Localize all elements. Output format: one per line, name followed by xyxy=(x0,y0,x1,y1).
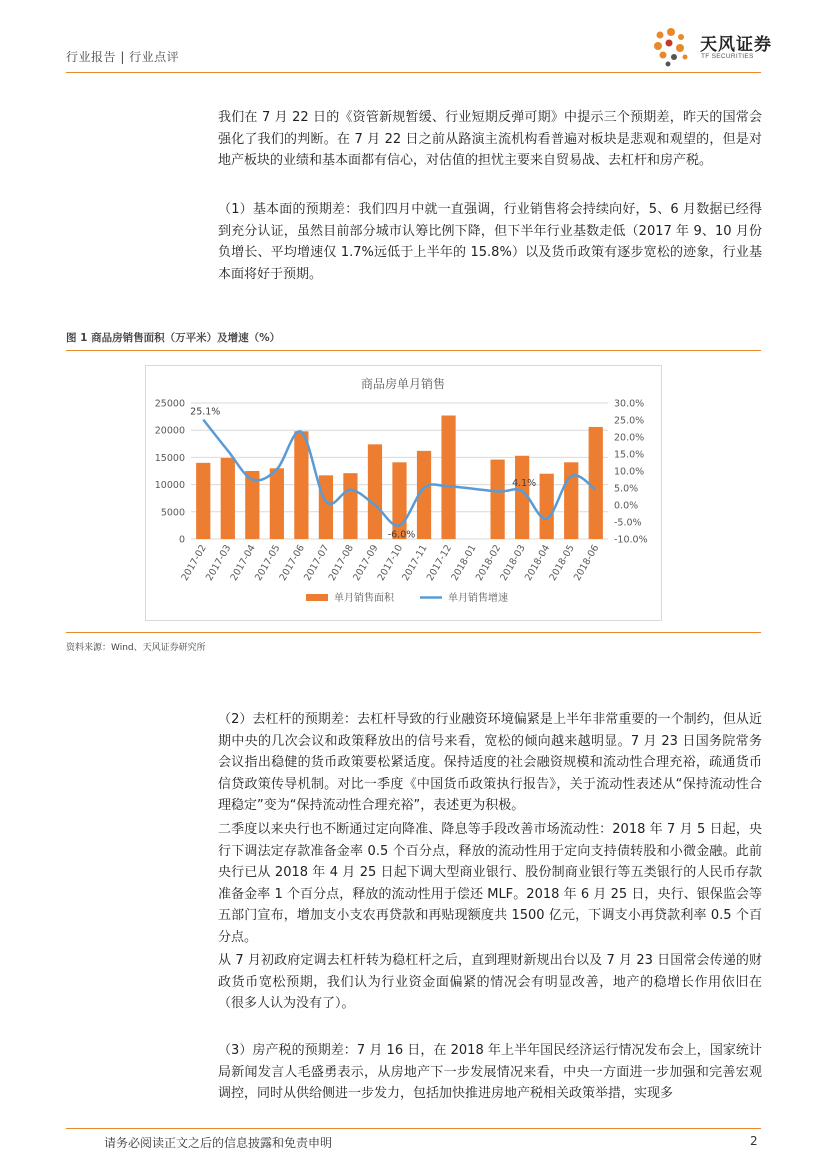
logo-name: 天风证券 xyxy=(700,35,772,55)
x-tick-label: 2017-03 xyxy=(204,543,234,583)
data-label: 4.1% xyxy=(512,478,537,490)
bar-2018-04 xyxy=(540,474,554,539)
y-right-tick-label: 0.0% xyxy=(614,500,639,512)
x-tick-label: 2017-04 xyxy=(228,543,258,583)
y-right-tick-label: 25.0% xyxy=(614,415,645,427)
data-label: -6.0% xyxy=(387,529,416,541)
x-tick-label: 2017-09 xyxy=(351,543,381,583)
paragraph-central-bank: 二季度以来央行也不断通过定向降准、降息等手段改善市场流动性：2018 年 7 月 5 日起，央行下调法定存款准备金率 0.5 个百分点，释放的流动性用于定向支持债转股和小微金融。此前央行已从 2018 年 4 月 25 日起下调大型商业银行、股份制商业银行等五类银行的人民币存款准备金率 1 个百分点，释放的流动性用于偿还 MLF。2018 年 6 月 25 日，央行、银保监会等五部门宣布，增加支小支农再贷款和再贴现额度共 1500 亿元，下调支小再贷款利率 0.5 个百分点。 xyxy=(218,822,762,945)
y-left-tick-label: 10000 xyxy=(154,480,185,492)
figure-bottom-divider xyxy=(66,632,761,633)
sales-chart xyxy=(145,365,662,621)
y-right-tick-label: 10.0% xyxy=(614,466,645,478)
x-tick-label: 2018-03 xyxy=(498,543,528,583)
bar-2017-06 xyxy=(294,431,308,539)
paragraph-deleveraging: （2）去杠杆的预期差：去杠杆导致的行业融资环境偏紧是上半年非常重要的一个制约，但从近期中央的几次会议和政策释放出的信号来看，宽松的倾向越来越明显。7 月 23 日国务院常务会议指出稳健的货币政策要松紧适度。保持适度的社会融资规模和流动性合理充裕，疏通货币信贷政策传导机制。对比一季度《中国货币政策执行报告》，关于流动性表述从“保持流动性合理稳定”变为“保持流动性合理充裕”，表述更为积极。 xyxy=(218,712,762,813)
y-left-tick-label: 0 xyxy=(178,534,185,546)
y-right-tick-label: 30.0% xyxy=(614,398,645,410)
legend-bar-label: 单月销售面积 xyxy=(334,593,394,604)
legend-line-label: 单月销售增速 xyxy=(448,593,508,604)
header-divider xyxy=(66,72,761,73)
y-right-tick-label: 15.0% xyxy=(614,449,645,461)
x-tick-label: 2018-04 xyxy=(522,543,553,583)
x-tick-label: 2017-12 xyxy=(424,543,455,583)
bar-2017-05 xyxy=(270,468,284,539)
paragraph-fundamentals: （1）基本面的预期差：我们四月中就一直强调，行业销售将会持续向好，5、6 月数据已经得到充分认证，虽然目前部分城市认筹比例下降，但下半年行业基数走低（2017 年 9、10 月份负增长、平均增速仅 1.7%远低于上半年的 15.8%）以及货币政策有逐步宽松的迹象，行业基本面将好于预期。 xyxy=(218,202,762,282)
footer-divider xyxy=(66,1128,761,1129)
paragraph-intro: 我们在 7 月 22 日的《资管新规暂缓、行业短期反弹可期》中提示三个预期差，昨天的国常会强化了我们的判断。在 7 月 22 日之前从路演主流机构看普遍对板块是悲观和观望的，但是对地产板块的业绩和基本面都有信心，对估值的担忧主要来自贸易战、去杠杆和房产税。 xyxy=(218,110,762,168)
y-left-tick-label: 20000 xyxy=(154,425,185,437)
y-left-tick-label: 15000 xyxy=(154,452,185,464)
figure-source: 资料来源：Wind、天风证券研究所 xyxy=(66,643,206,653)
bar-2017-10 xyxy=(392,462,406,539)
disclaimer-notice: 请务必阅读正文之后的信息披露和免责申明 xyxy=(104,1136,333,1150)
x-tick-label: 2018-06 xyxy=(571,543,602,583)
bar-2018-05 xyxy=(564,462,578,539)
bar-2017-03 xyxy=(221,458,235,539)
y-right-tick-label: -5.0% xyxy=(614,517,642,529)
logo-subtitle: TF SECURITIES xyxy=(701,53,754,60)
chart-title: 商品房单月销售 xyxy=(360,377,446,391)
data-label: 25.1% xyxy=(190,406,221,418)
page-number: 2 xyxy=(750,1134,758,1148)
y-right-tick-label: -10.0% xyxy=(614,534,648,546)
sales-chart-svg xyxy=(146,366,661,620)
bar-2017-09 xyxy=(368,444,382,539)
bar-2017-12 xyxy=(441,416,455,539)
figure-title: 图 1 商品房销售面积（万平米）及增速（%） xyxy=(66,332,281,344)
x-tick-label: 2018-01 xyxy=(449,543,479,583)
bar-2018-02 xyxy=(491,460,505,539)
paragraph-stable-leverage: 从 7 月初政府定调去杠杆转为稳杠杆之后，直到理财新规出台以及 7 月 23 日国常会传递的财政货币宽松预期，我们认为行业资金面偏紧的情况会有明显改善，地产的稳增长作用依旧在（很多人认为没有了）。 xyxy=(218,953,762,1011)
y-left-tick-label: 25000 xyxy=(154,398,185,410)
x-tick-label: 2018-05 xyxy=(547,543,577,583)
x-tick-label: 2017-05 xyxy=(253,543,283,583)
x-tick-label: 2017-02 xyxy=(179,543,209,583)
figure-top-divider xyxy=(66,350,761,351)
x-tick-label: 2017-08 xyxy=(326,543,357,583)
legend-bar-swatch xyxy=(306,594,328,601)
x-tick-label: 2018-02 xyxy=(473,543,504,583)
x-tick-label: 2017-07 xyxy=(302,543,332,583)
bar-2017-08 xyxy=(343,473,357,539)
x-tick-label: 2017-06 xyxy=(277,543,307,583)
y-right-tick-label: 20.0% xyxy=(614,432,645,444)
bar-2017-07 xyxy=(319,475,333,539)
y-right-tick-label: 5.0% xyxy=(614,483,639,495)
x-tick-label: 2017-11 xyxy=(400,543,430,583)
bar-2017-02 xyxy=(196,463,210,539)
paragraph-property-tax: （3）房产税的预期差：7 月 16 日，在 2018 年上半年国民经济运行情况发布会上，国家统计局新闻发言人毛盛勇表示，从房地产下一步发展情况来看，中央一方面进一步加强和完善宏观调控，同时从供给侧进一步发力，包括加快推进房地产税相关政策举措，实现多 xyxy=(218,1043,762,1101)
report-category: 行业报告 | 行业点评 xyxy=(66,50,180,64)
y-left-tick-label: 5000 xyxy=(160,507,185,519)
x-tick-label: 2017-10 xyxy=(375,543,406,583)
bar-2018-06 xyxy=(589,427,603,539)
